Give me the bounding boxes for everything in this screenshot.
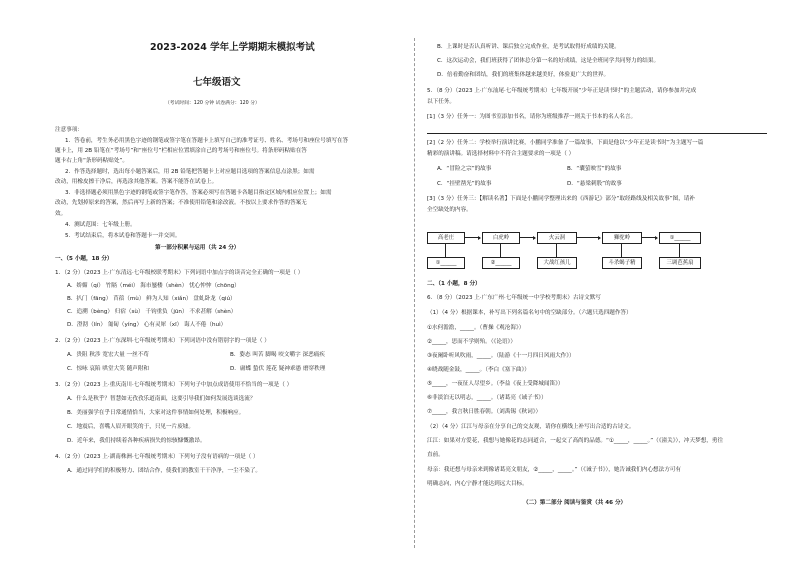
q6-part2-stem: （2）（4 分）江江与母亲在分享自己的交友观，请你在横线上补写出合适的古诗文。 [427,424,635,430]
flow-box-bottom-4: 斗杀蝎子精 [602,257,642,269]
flow-box-top-3: 火云洞 [537,232,577,244]
exam-meta: （考试时间：120 分钟 试卷满分：120 分） [165,101,260,106]
flow-arrow [464,237,480,238]
q2-option-b: B．姿态 叫苦 脚喝 咬文嚼字 深恶痛疾 [230,352,325,358]
note-line: 1．答卷前，考生务必用黑色字迹的钢笔或签字笔在答题卡上填写自己的准考证号、姓名、考场号和座位号填写在答 [65,138,349,144]
q6-mom-line-cont: 明确志向，内心宁静才能达到远大目标。 [427,481,528,487]
q4-stem: 4．（2 分）（2023 上·湖南株洲·七年级统考期末）下列句子没有语病的一项是（ ） [55,454,259,460]
q6-jiang-line: 江江：如果对方爱花，我想与她像花的志同道合，一起交了高尚的品德。“①_____，_____。”（《潼关》），冲天梦想，勇往 [427,438,724,444]
flow-box-top-4: 狮驼岭 [602,232,642,244]
q4-option-a: A．通过同学们的积极努力、团结合作，使我们的教室干干净净，一尘不染了。 [67,468,262,474]
note-line: 2．作答选择题时，选出每小题答案后，用 2B 铅笔把答题卡上对应题目选项的答案信息点涂黑；如需 [65,169,315,175]
flow-connector [621,243,622,257]
note-line: 题卡右上角“条形码粘贴处”。 [55,158,128,164]
q1-option-c: C．追溯（bèng） 归宿（sù） 千钧重负（jūn） 不求甚解（shèn） [67,309,237,315]
note-line: 改动，先划掉原来的答案，然后再写上新的答案；不准使用铅笔和涂改液。不按以上要求作答的答案无 [55,200,307,206]
note-line: 改动，用橡皮擦干净后，再选涂其他答案。答案不能答在试卷上。 [55,179,218,185]
part2-heading: （二）第二部分 阅读与鉴赏（共 46 分） [523,500,627,506]
answer-line [427,133,767,134]
q6-line-4: ④晓战随金鼓，_____。（李白《塞下曲》） [427,367,530,373]
flow-connector [445,243,446,257]
q5-task2-cont: 精彩的演讲稿。请选择材料中不符合主题要求的一项是（ ） [427,151,575,157]
q2-stem: 2．（2 分）（2023 上·广东深圳·七年级统考期末）下列词语中没有错别字的一项是（ ） [55,338,270,344]
q5-task1: [1]（3 分）任务一：为图书室添加书名，请你为班级推荐一则关于书本的名人名言。 [427,114,637,120]
q5-task2-option-b: B．“囊萤映雪”的故事 [567,166,622,172]
flow-connector [556,243,557,257]
q5-stem: 5．（8 分）（2023 上·广东汕尾·七年级统考期末）七年级开展“少年正是读书时”的主题活动，请你参加并完成 [427,88,697,94]
note-line: 效。 [55,211,67,217]
q3-option-d: D．近年来，我们持续着各种疾病损失的惊骇慷慨激昂。 [67,438,206,444]
flow-box-top-1: 高老庄 [427,232,465,244]
q6-line-6: ⑥非淡泊无以明志，_____。（诸葛亮《诫子书》） [427,395,547,401]
q6-line-2: ②_____，思而不学则殆。（《论语》） [427,339,516,345]
q3-option-c: C．地震后，喜嘴人眉开眼笑的于，只见一片废墟。 [67,424,194,430]
q3-option-b: B．美丽强学在乎日常通情恰当，大家对这件事情如何处理，积极响应。 [67,410,245,416]
q6-jiang-line-cont: 直前。 [427,452,444,458]
q1-option-b: B．扒门（fāng） 苜蓿（mù） 鲜为人知（xiǎn） 盘虬卧龙（qiú） [67,296,236,302]
q2-option-a: A．贵阻 秋涉 宽宏大量 一丝不苟 [67,352,149,358]
exam-title: 2023-2024 学年上学期期末模拟考试 [150,42,315,53]
q6-part1-stem: （1）（4 分）根据课本，补写出下列名篇名句中的空缺部分。（六题只选四题作答） [427,310,632,316]
flow-connector [679,243,680,257]
q3-option-a: A．什么是秋乎？智慧如无孜孜乐道南面，这要引导我们如何发展选谈选流？ [67,396,256,402]
q5-task2-option-c: C．“挂壁凿光”的故事 [437,181,492,187]
q6-line-7: ⑦_____，我言秋日胜春朝。（刘禹锡《秋词》） [427,409,542,415]
q2-option-c: C．惊咏 哀陷 哄堂大笑 随声附和 [67,366,149,372]
q5-task3: [3]（3 分）任务三：【解读名著】下面是小鹏同学整理出来的《西游记》部分“取经路线及相关故事”图，请补 [427,196,695,202]
q6-line-3: ③夜阑卧听风吹雨，_____。（陆游《十一月四日风雨大作》） [427,353,575,359]
q3-stem: 3．（2 分）（2023 上·重庆南川·七年级统考期末）下列句子中加点成语使用不恰当的一项是（ ） [55,382,293,388]
q1-option-a: A．娇媚（qí） 竹隔（méi） 海市蜃楼（shèn） 忧心忡忡（chōng） [67,283,240,289]
flow-box-bottom-3: 大战红孩儿 [537,257,577,269]
flow-arrow [576,237,600,238]
q5-task2: [2]（2 分）任务二：学校举行演讲比赛，小鹏同学准备了一篇故事，下面是他以“少年正是读书时”为主题写一篇 [427,140,704,146]
q4-option-b: B．上课时是否认真听讲、课后独立完成作业，是考试取得好成绩的关键。 [437,44,620,50]
q6-stem: 6．（8 分）（2023 上·广东广州·七年级统一中学校考期末）古诗文默写 [427,295,601,301]
flow-box-top-5: ①______ [659,232,701,244]
flow-connector [500,243,501,257]
q1-stem: 1．（2 分）（2023 上·广东清远·七年级校联考期末）下列词语中加点字的读音完全正确的一项是（ ） [55,270,304,276]
note-line: 3．非选择题必须用黑色字迹的钢笔或签字笔作答，答案必须写在答题卡各题目指定区域内相应位置上；如需 [65,190,332,196]
flow-box-bottom-1: ①______ [427,257,465,269]
note-line: 4．测试范围：七年级上册。 [65,222,136,228]
q5-task2-option-d: D．“悬梁刺股”的故事 [567,181,622,187]
q2-option-d: D．庸蝶 蛰伏 莲花 疑神乖愚 磨穿秩理 [230,366,326,372]
flow-box-top-2: 白虎岭 [482,232,520,244]
column-divider [414,38,415,548]
part1-heading: 第一部分积累与运用（共 24 分） [155,245,240,251]
flow-box-bottom-5: 三调芭蕉扇 [659,257,701,269]
section2-heading: 二、（1 小题，8 分） [427,281,481,287]
q6-line-5: ⑤_____，一夜征人尽望乡。（李益《夜上受降城闻笛》） [427,381,564,387]
q4-option-d: D．倍看勤奋和团结，我们的班集体越来越美好，体验更广大的世界。 [437,72,610,78]
q6-mom-line: 母亲：我还想与母亲来到像诸葛亮文朋友，②_____，_____。”（《诫子书》），她告诫我们内心想法方可有 [427,467,682,473]
note-line: 题卡上，用 2B 铅笔在“考场号”和“座位号”栏相应位置填涂自己的考场号和座位号。将条形码粘贴在答 [55,148,307,154]
section1-heading: 一、（5 小题，18 分） [55,256,113,262]
notes-heading: 注意事项： [55,127,83,133]
q6-line-1: ①水何澹澹，_____。（曹操《观沧海》） [427,325,525,331]
flow-arrow [519,237,535,238]
q5-task2-option-a: A．“冒险之宗”的故事 [437,166,492,172]
q5-stem-cont: 以下任务。 [427,99,455,105]
q5-task3-cont: 全空缺处的内容。 [427,207,472,213]
note-line: 5．考试结束后，将本试卷和答题卡一并交回。 [65,233,181,239]
q4-option-c: C．这次运动会，我们班获得了团体总分第一名的好成绩，这是全班同学共同努力的结果。 [437,58,660,64]
flow-box-bottom-2: ②______ [482,257,520,269]
q1-option-d: D．澄沏（lín） 匍匐（yíng） 心有灵犀（xī） 诲人不倦（huì） [67,322,227,328]
exam-subject: 七年级语文 [193,77,241,88]
flow-arrow [641,237,657,238]
